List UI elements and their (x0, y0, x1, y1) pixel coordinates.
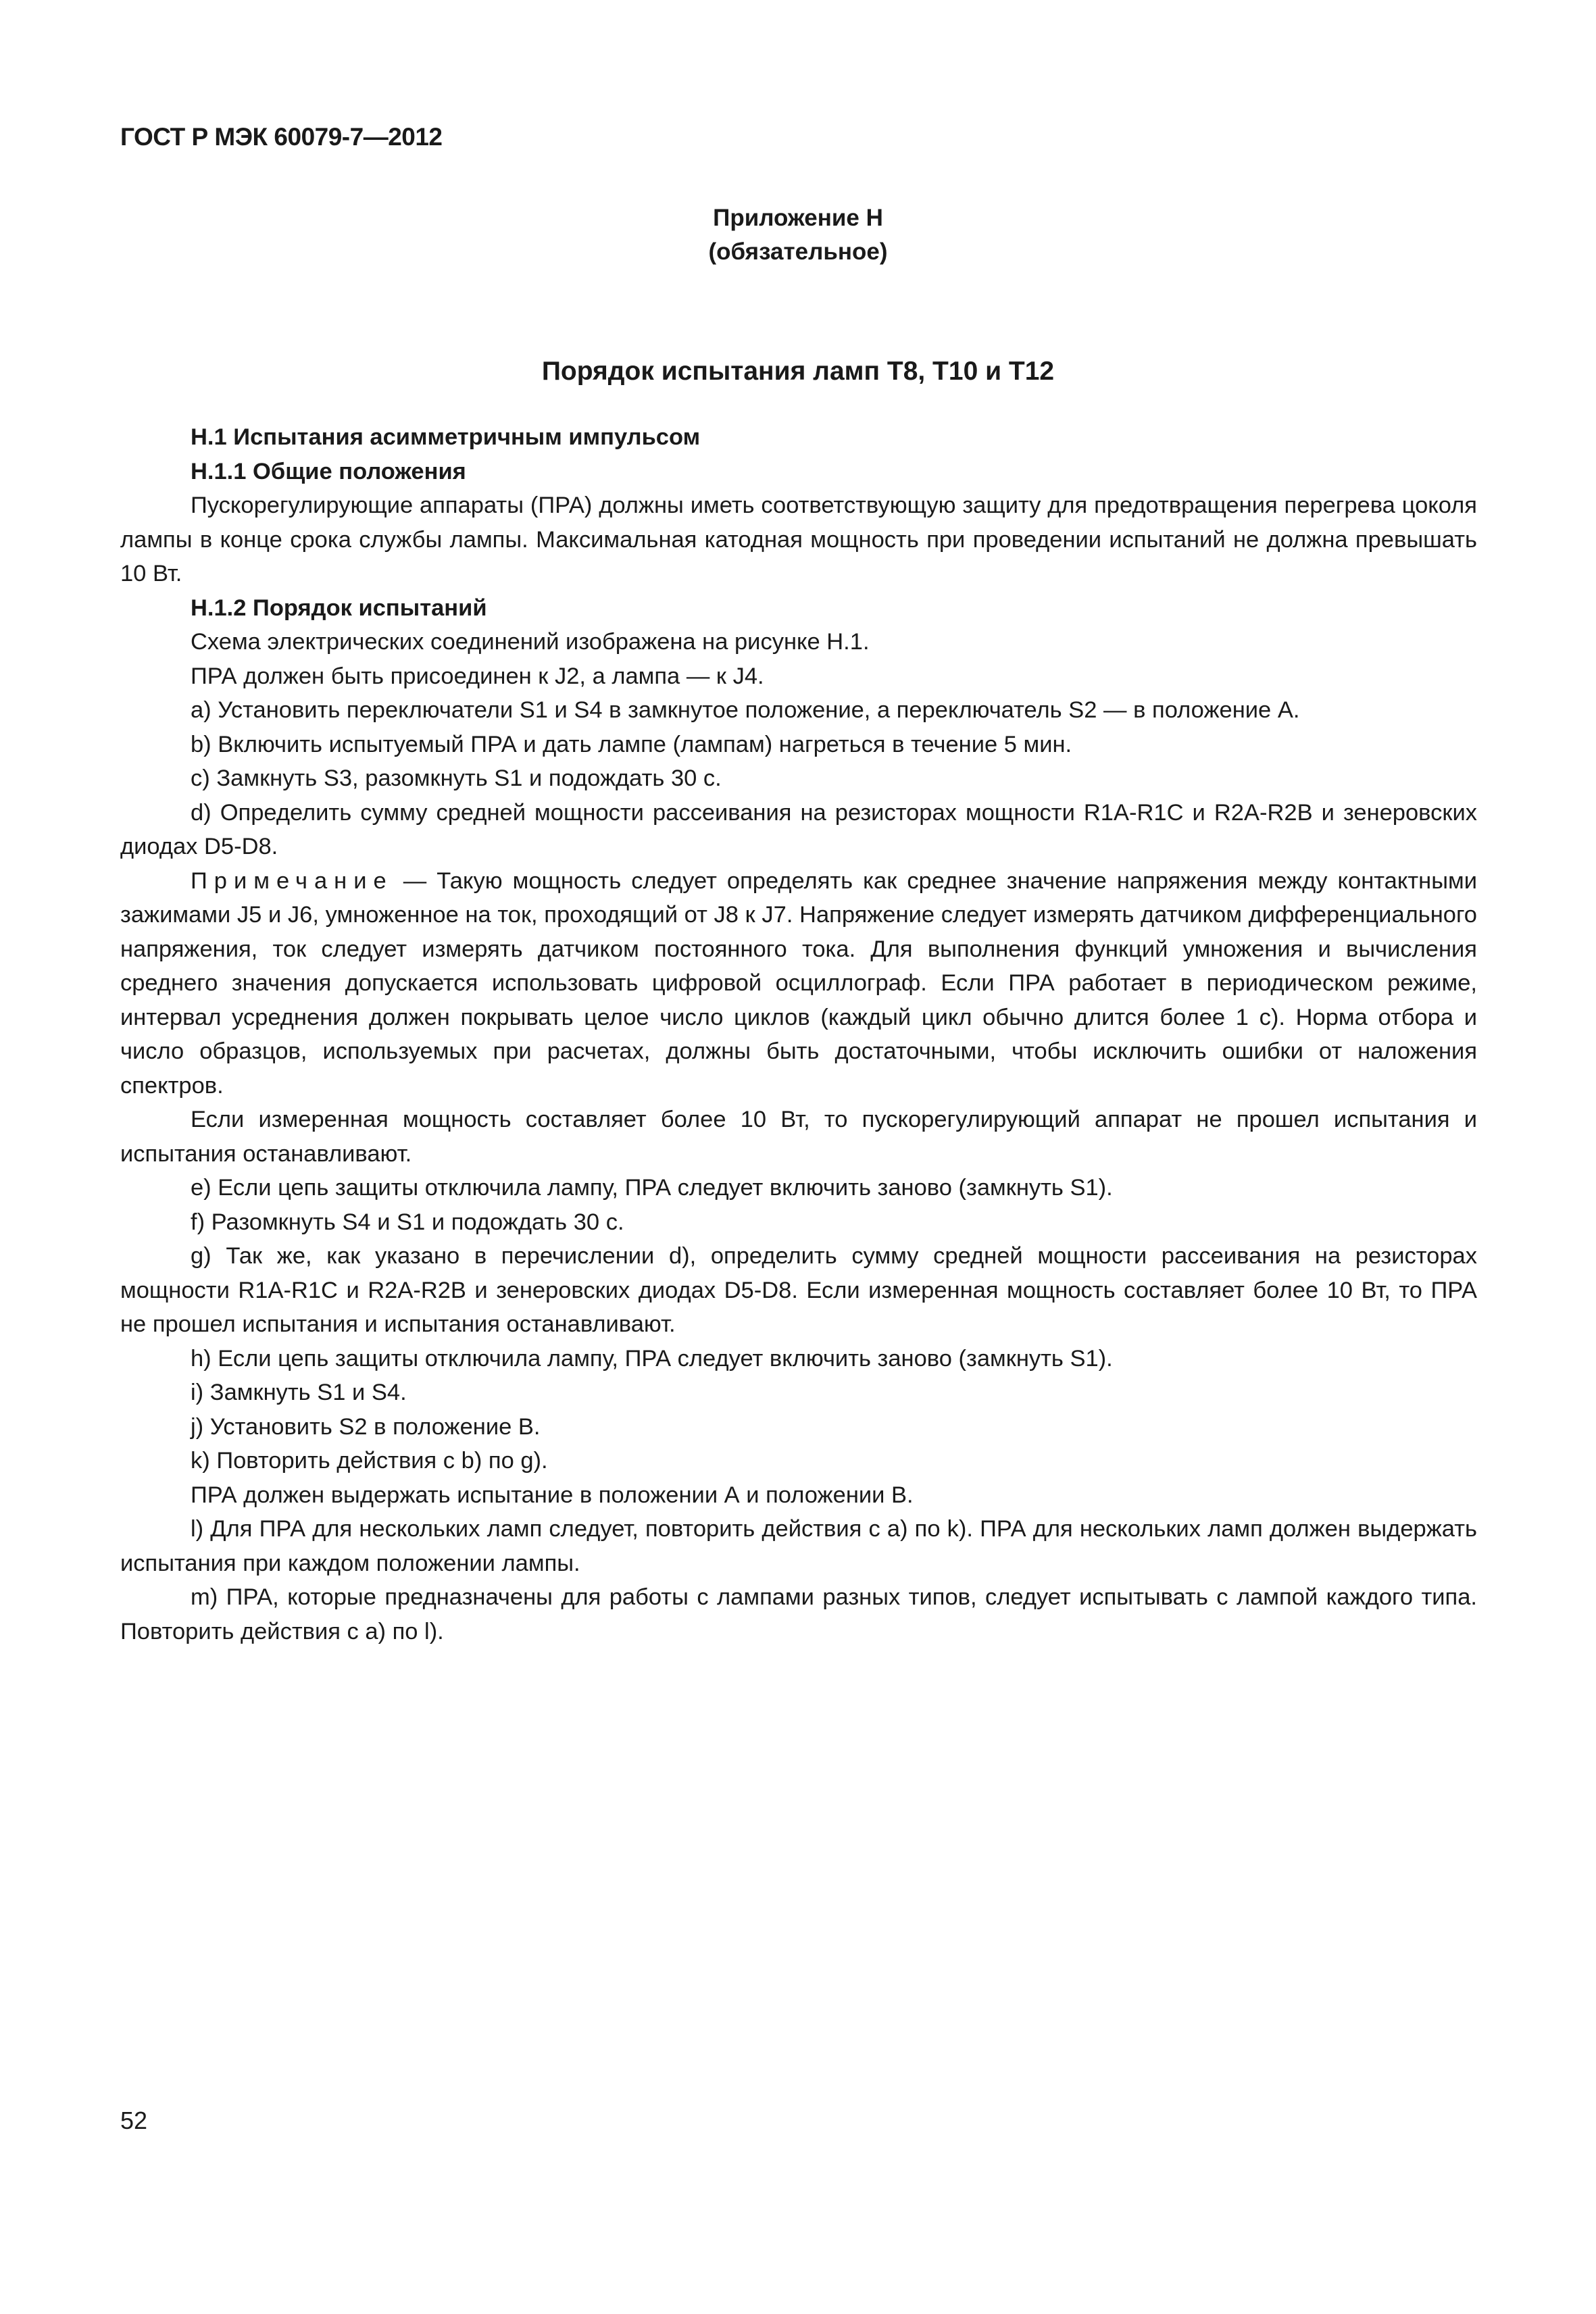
page-number: 52 (120, 2107, 148, 2134)
paragraph-connect: ПРА должен быть присоединен к J2, а лампа — к J4. (191, 663, 764, 689)
paragraph-withstand: ПРА должен выдержать испытание в положении А и положении В. (191, 1482, 914, 1508)
step-f: f) Разомкнуть S4 и S1 и подождать 30 с. (191, 1209, 624, 1235)
step-k: k) Повторить действия с b) по g). (191, 1448, 548, 1474)
document-body (120, 420, 1477, 1649)
step-b: b) Включить испытуемый ПРА и дать лампе (лампам) нагреться в течение 5 мин. (191, 731, 1072, 757)
step-m: m) ПРА, которые предназначены для работы с лампами разных типов, следует испытывать с лампой каждого типа. Повторить действия с а) по l). (120, 1584, 1477, 1644)
annex-label: Приложение Н (713, 205, 883, 231)
standard-designation: ГОСТ Р МЭК 60079-7—2012 (120, 123, 443, 151)
step-a: а) Установить переключатели S1 и S4 в замкнутое положение, а переключатель S2 — в положение А. (191, 697, 1300, 723)
step-i: i) Замкнуть S1 и S4. (191, 1380, 407, 1405)
section-heading-h1-1: Н.1.1 Общие положения (191, 458, 466, 484)
step-j: j) Установить S2 в положение В. (191, 1413, 541, 1440)
paragraph-scheme: Схема электрических соединений изображена на рисунке Н.1. (191, 629, 870, 655)
annex-title: Порядок испытания ламп Т8, Т10 и Т12 (541, 357, 1055, 386)
annex-heading (0, 201, 1596, 269)
note-text: — Такую мощность следует определять как среднее значение напряжения между контактными зажимами J5 и J6, умноженное на ток, проходящий от J8 к J7. Напряжение следует измерять датчиком дифференциального напряжения, ток следует измерять датчиком постоянного тока. Для выполнения функций умножения и вычисления среднего значения допускается использовать цифровой осциллограф. Если ПРА работает в периодическом режиме, интервал усреднения должен покрывать целое число циклов (каждый цикл обычно длится более 1 с). Норма отбора и число образцов, используемых при расчетах, должны быть достаточными, чтобы исключить ошибки от наложения спектров. (120, 867, 1477, 1099)
step-d: d) Определить сумму средней мощности рассеивания на резисторах мощности R1A-R1C и R2A-R2B и зенеровских диодах D5-D8. (120, 799, 1477, 859)
section-heading-h1-2: Н.1.2 Порядок испытаний (191, 595, 487, 621)
note-label: Примечание (191, 867, 393, 894)
section-heading-h1: Н.1 Испытания асимметричным импульсом (191, 424, 701, 450)
note-paragraph (120, 864, 1477, 1103)
step-l: l) Для ПРА для нескольких ламп следует, повторить действия с а) по k). ПРА для нескольких ламп должен выдержать испытания при каждом положении лампы. (120, 1516, 1477, 1576)
step-e: е) Если цепь защиты отключила лампу, ПРА следует включить заново (замкнуть S1). (191, 1175, 1113, 1201)
annex-status: (обязательное) (708, 238, 888, 265)
paragraph-fail: Если измеренная мощность составляет более 10 Вт, то пускорегулирующий аппарат не прошел испытания и испытания останавливают. (120, 1107, 1477, 1167)
paragraph-general: Пускорегулирующие аппараты (ПРА) должны иметь соответствующую защиту для предотвращения перегрева цоколя лампы в конце срока службы лампы. Максимальная катодная мощность при проведении испытаний не должна превышать 10 Вт. (120, 493, 1477, 586)
step-c: с) Замкнуть S3, разомкнуть S1 и подождать 30 с. (191, 765, 722, 791)
step-g: g) Так же, как указано в перечислении d), определить сумму средней мощности рассеивания на резисторах мощности R1A-R1C и R2A-R2B и зенеровских диодах D5-D8. Если измеренная мощность составляет более 10 Вт, то ПРА не прошел испытания и испытания останавливают. (120, 1243, 1477, 1337)
step-h: h) Если цепь защиты отключила лампу, ПРА следует включить заново (замкнуть S1). (191, 1345, 1113, 1372)
